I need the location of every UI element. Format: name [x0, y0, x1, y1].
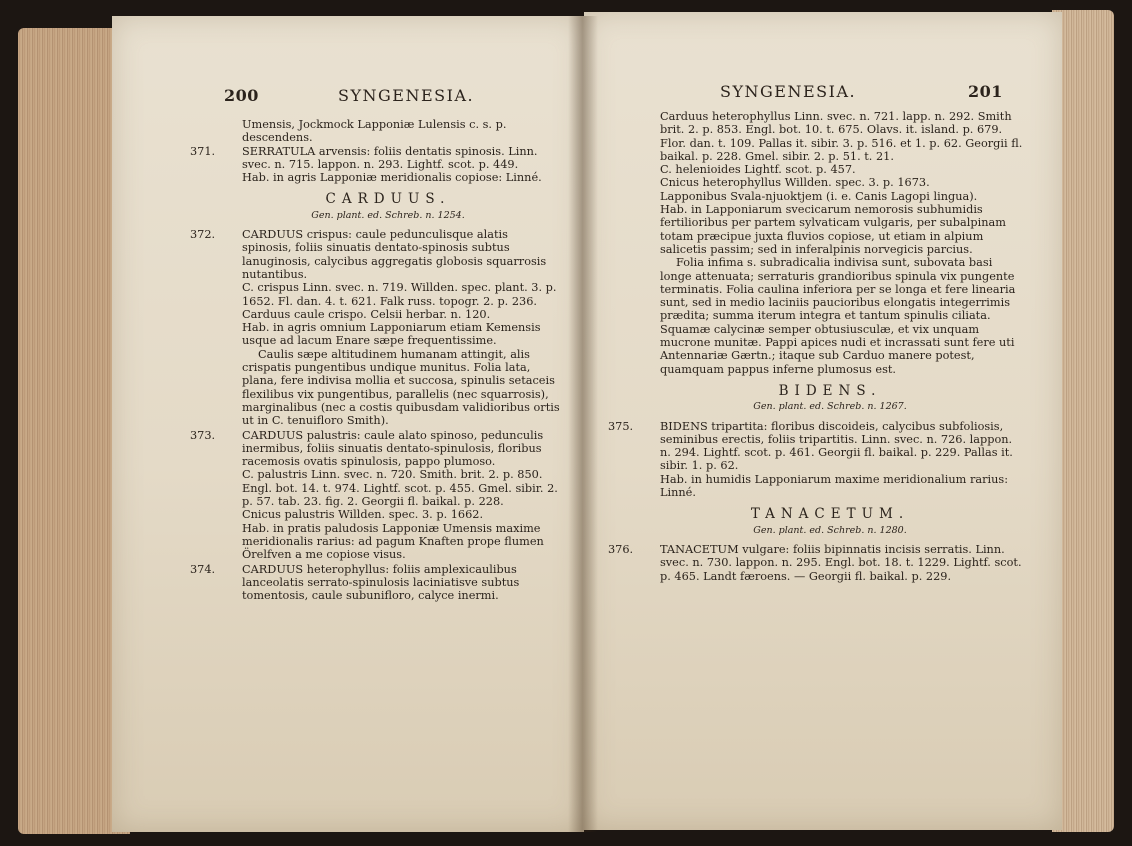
left-running-head: SYNGENESIA. [338, 86, 475, 105]
synonym-text: Carduus caule crispo. Celsii herbar. n. 120. [242, 307, 491, 321]
genus-reference: Gen. plant. ed. Schreb. n. 1267. [753, 401, 907, 413]
entry-372 [190, 228, 560, 428]
entry-description: SERRATULA arvensis: foliis dentatis spinosis. Linn. svec. n. 715. lappon. n. 293. Lightf. scot. p. 449. [242, 144, 538, 171]
genus-heading-bidens: BIDENS. [778, 382, 882, 399]
vernacular-name: Lapponibus Svala-njuoktjem (i. e. Canis Lagopi lingua). [660, 189, 978, 203]
entry-description: CARDUUS palustris: caule alato spinoso, pedunculis inermibus, foliis sinuatis dentato-spinulosis, floribus racemosis ovatis spinulosis, pappo plumoso. [242, 428, 544, 469]
synonym-text: Cnicus heterophyllus Willden. spec. 3. p. 1673. [660, 176, 930, 190]
habitat-text: Hab. in Lapponiarum svecicarum nemorosis subhumidis fertilioribus per partem sylvaticam vulgaris, per subalpinam totam præcipue juxta fluvios copiose, ut etiam in alpium salicetis passim; sed in inferalpinis norvegicis parcius. [660, 203, 1006, 256]
entry-374 [190, 562, 560, 603]
synonym-text: C. helenioides Lightf. scot. p. 457. [660, 163, 856, 177]
left-page-number: 200 [224, 86, 259, 105]
synonym-text: Cnicus palustris Willden. spec. 3. p. 1662. [242, 508, 484, 522]
habitat-text: Hab. in humidis Lapponiarum maxime meridionalium rarius: Linné. [660, 472, 1009, 500]
description-paragraph: Caulis sæpe altitudinem humanam attingit, alis crispatis pungentibus undique munitus. Folia lata, plana, fere indivisa mollia et succosa, spinulis setaceis flexilibus vix pungentibus, parallelis (nec squarrosis), marginalibus (nec a costis quibusdam validioribus ortis ut in C. tenuifloro Smith). [242, 347, 560, 428]
entry-371 [190, 144, 560, 185]
entry-description: CARDUUS crispus: caule pedunculisque alatis spinosis, foliis sinuatis dentato-spinosis subtus lanuginosis, calycibus aggregatis globosis squarrosis nutantibus. [242, 228, 547, 281]
right-page-number: 201 [968, 82, 1003, 101]
left-page [112, 16, 584, 832]
genus-heading-tanacetum: TANACETUM. [750, 506, 910, 523]
entry-description: TANACETUM vulgare: foliis bipinnatis incisis serratis. Linn. svec. n. 730. lappon. n. 295. Engl. bot. 18. t. 1229. Lightf. scot. p. 465. Landt færoens. — Georgii fl. baikal. p. 229. [660, 542, 1022, 583]
habitat-text: Hab. in pratis paludosis Lapponiæ Umensis maxime meridionalis rarius: ad pagum Knaften prope flumen Örelfven a me copiose visus. [242, 521, 544, 562]
entry-number: 374. [190, 562, 216, 576]
synonym-text: C. palustris Linn. svec. n. 720. Smith. brit. 2. p. 850. Engl. bot. 14. t. 974. Lightf. scot. p. 455. Gmel. sibir. 2. p. 57. tab. 23. fig. 2. Georgii fl. baikal. p. 228. [242, 468, 558, 509]
right-text-block [608, 110, 1026, 584]
description-paragraph: Folia infima s. subradicalia indivisa sunt, subovata basi longe attenuata; serraturis grandioribus spinula vix pungente terminatis. Folia caulina inferiora per se longa et fere linearia sunt, sed in medio laciniis paucioribus elongatis integerrimis prædita; summa iterum integra et tantum spinulis ciliata. Squamæ calycinæ semper obtusiusculæ, et vix unquam mucrone munitæ. Pappi apices nudi et incrassati sunt fere uti Antennariæ Gærtn.; itaque sub Carduo manere potest, quamquam pappus inferne plumosus est. [660, 256, 1016, 376]
right-running-head: SYNGENESIA. [720, 82, 857, 101]
entry-description: BIDENS tripartita: floribus discoideis, calycibus subfoliosis, seminibus erectis, foliis tripartitis. Linn. svec. n. 726. lappon. n. 294. Lightf. scot. p. 461. Georgii fl. baikal. p. 229. Pallas it. sibir. 1. p. 62. [660, 419, 1013, 473]
entry-number: 371. [190, 144, 216, 158]
continued-text: Umensis, Jockmock Lapponiæ Lulensis c. s. p. descendens. [242, 118, 507, 145]
entry-description: CARDUUS heterophyllus: foliis amplexicaulibus lanceolatis serrato-spinulosis laciniatisve subtus tomentosis, caule subunifloro, calyce inermi. [242, 562, 520, 603]
entry-number: 372. [190, 228, 216, 242]
synonym-text: Carduus heterophyllus Linn. svec. n. 721. lapp. n. 292. Smith brit. 2. p. 853. Engl. bot. 10. t. 675. Olavs. it. island. p. 679. Flor. dan. t. 109. Pallas it. sibir. 3. p. 516. et 1. p. 62. Georgii fl. baikal. p. 228. Gmel. sibir. 2. p. 51. t. 21. [660, 110, 1023, 163]
genus-heading-carduus: CARDUUS. [325, 191, 451, 208]
genus-reference: Gen. plant. ed. Schreb. n. 1254. [311, 209, 465, 221]
entry-373 [190, 428, 560, 562]
right-page [584, 12, 1062, 830]
genus-reference: Gen. plant. ed. Schreb. n. 1280. [753, 524, 907, 536]
entry-number: 376. [608, 542, 634, 556]
habitat-text: Hab. in agris Lapponiæ meridionalis copiose: Linné. [242, 171, 542, 185]
entry-number: 373. [190, 428, 216, 442]
entry-number: 375. [608, 419, 634, 433]
entry-374-continued [634, 110, 1026, 376]
left-text-block [190, 118, 560, 603]
entry-375 [608, 419, 1026, 500]
habitat-text: Hab. in agris omnium Lapponiarum etiam Kemensis usque ad lacum Enare sæpe frequentissime. [242, 321, 541, 348]
synonym-text: C. crispus Linn. svec. n. 719. Willden. spec. plant. 3. p. 1652. Fl. dan. 4. t. 621. Falk russ. topogr. 2. p. 236. [242, 281, 557, 308]
entry-376 [608, 542, 1026, 583]
